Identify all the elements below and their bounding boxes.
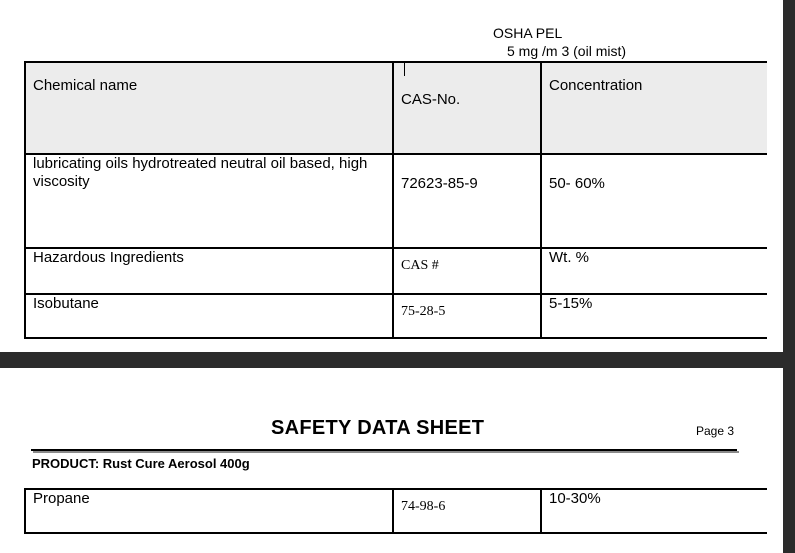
osha-pel-label: OSHA PEL bbox=[493, 25, 563, 41]
cell-cas-no: 72623-85-9 bbox=[393, 154, 541, 248]
header-rule-shadow bbox=[33, 451, 739, 453]
cell-concentration: 5-15% bbox=[541, 294, 767, 338]
header-chemical-name: Chemical name bbox=[25, 62, 393, 154]
table-row bbox=[25, 294, 767, 338]
text-cursor-mark bbox=[404, 62, 405, 76]
cell-concentration: Wt. % bbox=[541, 248, 767, 294]
cell-cas-no: CAS # bbox=[393, 248, 541, 294]
header-concentration: Concentration bbox=[541, 62, 767, 154]
table-row bbox=[25, 489, 767, 533]
table-row bbox=[25, 154, 767, 248]
cell-chemical-name: Hazardous Ingredients bbox=[25, 248, 393, 294]
cell-concentration: 10-30% bbox=[541, 489, 767, 533]
osha-pel-value: 5 mg /m 3 (oil mist) bbox=[507, 43, 627, 59]
cell-chemical-name: Propane bbox=[25, 489, 393, 533]
table-row bbox=[25, 248, 767, 294]
viewer-gutter-right bbox=[783, 0, 795, 553]
cell-chemical-name: lubricating oils hydrotreated neutral oil based, high viscosity bbox=[25, 154, 393, 248]
ingredients-table-continued bbox=[24, 488, 767, 534]
ingredients-table bbox=[24, 61, 767, 339]
document-title: SAFETY DATA SHEET bbox=[271, 417, 485, 439]
header-cas-no: CAS-No. bbox=[393, 62, 541, 154]
table-header-row bbox=[25, 62, 767, 154]
page-number: Page 3 bbox=[696, 424, 735, 438]
cell-cas-no: 75-28-5 bbox=[393, 294, 541, 338]
cell-concentration: 50- 60% bbox=[541, 154, 767, 248]
product-name: PRODUCT: Rust Cure Aerosol 400g bbox=[32, 456, 250, 471]
page-separator bbox=[0, 352, 795, 368]
cell-chemical-name: Isobutane bbox=[25, 294, 393, 338]
cell-cas-no: 74-98-6 bbox=[393, 489, 541, 533]
